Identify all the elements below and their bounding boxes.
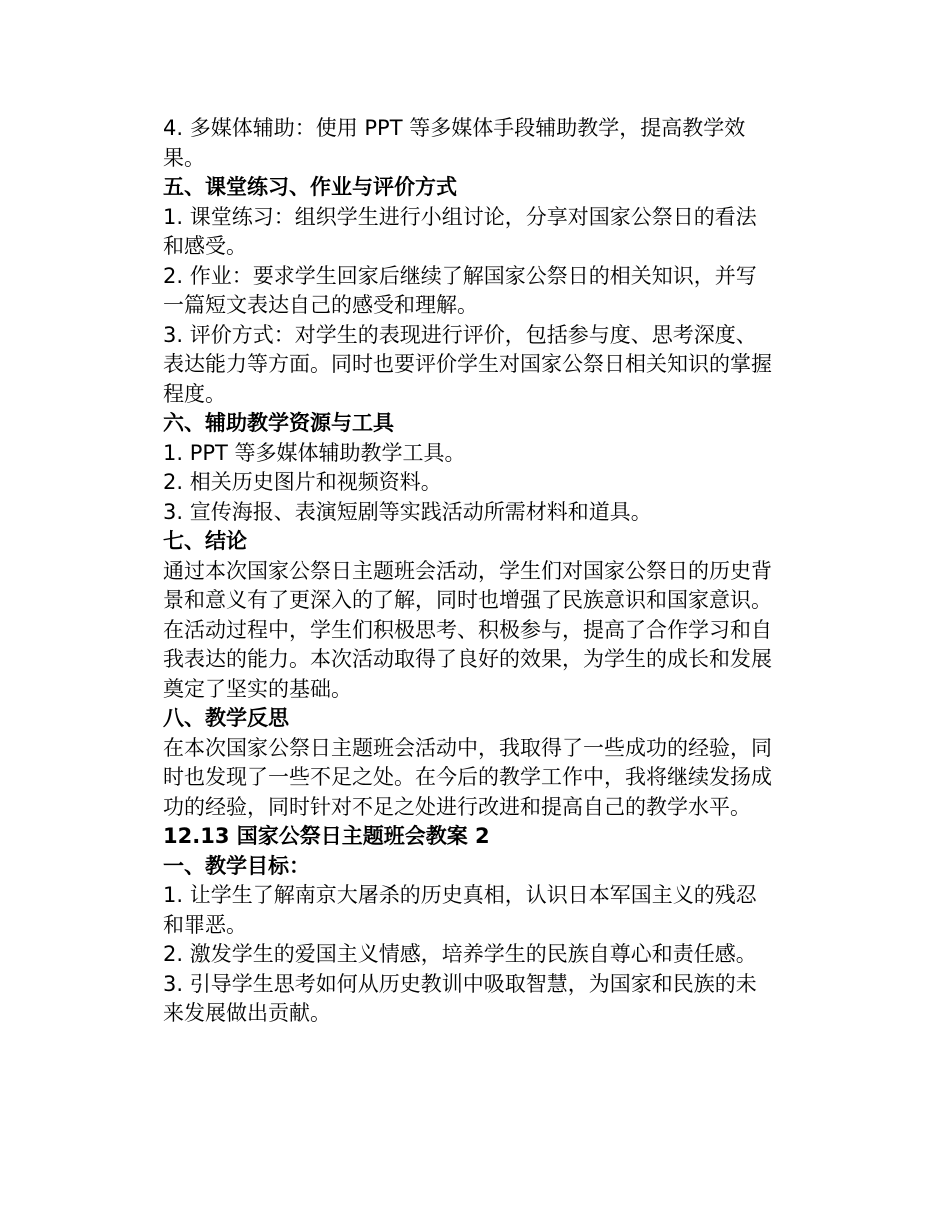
item-classroom-practice: 1. 课堂练习：组织学生进行小组讨论，分享对国家公祭日的看法和感受。 <box>163 204 757 258</box>
goal-item-2: 2. 激发学生的爱国主义情感，培养学生的民族自尊心和责任感。 <box>163 942 757 966</box>
item-homework: 2. 作业：要求学生回家后继续了解国家公祭日的相关知识，并写一篇短文表达自己的感受和理解。 <box>163 263 757 317</box>
item-resource-media: 2. 相关历史图片和视频资料。 <box>163 470 442 494</box>
paragraph-conclusion: 通过本次国家公祭日主题班会活动，学生们对国家公祭日的历史背景和意义有了更深入的了解，同时也增强了民族意识和国家意识。在活动过程中，学生们积极思考、积极参与，提高了合作学习和自我表达的能力。本次活动取得了良好的效果，为学生的成长和发展奠定了坚实的基础。 <box>163 558 772 701</box>
item-resource-ppt: 1. PPT 等多媒体辅助教学工具。 <box>163 440 466 465</box>
goal-item-1: 1. 让学生了解南京大屠杀的历史真相，认识日本军国主义的残忍和罪恶。 <box>163 883 757 937</box>
heading-lesson-plan-2: 12.13 国家公祭日主题班会教案 2 <box>163 824 490 848</box>
paragraph-reflection: 在本次国家公祭日主题班会活动中，我取得了一些成功的经验，同时也发现了一些不足之处。在今后的教学工作中，我将继续发扬成功的经验，同时针对不足之处进行改进和提高自己的教学水平。 <box>163 735 772 819</box>
item-evaluation: 3. 评价方式：对学生的表现进行评价，包括参与度、思考深度、表达能力等方面。同时也要评价学生对国家公祭日相关知识的掌握程度。 <box>163 322 772 406</box>
heading-section-8: 八、教学反思 <box>163 706 289 730</box>
heading-section-7: 七、结论 <box>163 529 247 553</box>
goal-item-3: 3. 引导学生思考如何从历史教训中吸取智慧，为国家和民族的未来发展做出贡献。 <box>163 971 757 1025</box>
document-body <box>163 114 775 1029</box>
item-multimedia: 4. 多媒体辅助：使用 PPT 等多媒体手段辅助教学，提高教学效果。 <box>163 116 746 170</box>
heading-teaching-goals: 一、教学目标： <box>163 853 310 878</box>
item-resource-materials: 3. 宣传海报、表演短剧等实践活动所需材料和道具。 <box>163 499 652 524</box>
heading-section-5: 五、课堂练习、作业与评价方式 <box>163 175 457 199</box>
heading-section-6: 六、辅助教学资源与工具 <box>163 411 394 435</box>
